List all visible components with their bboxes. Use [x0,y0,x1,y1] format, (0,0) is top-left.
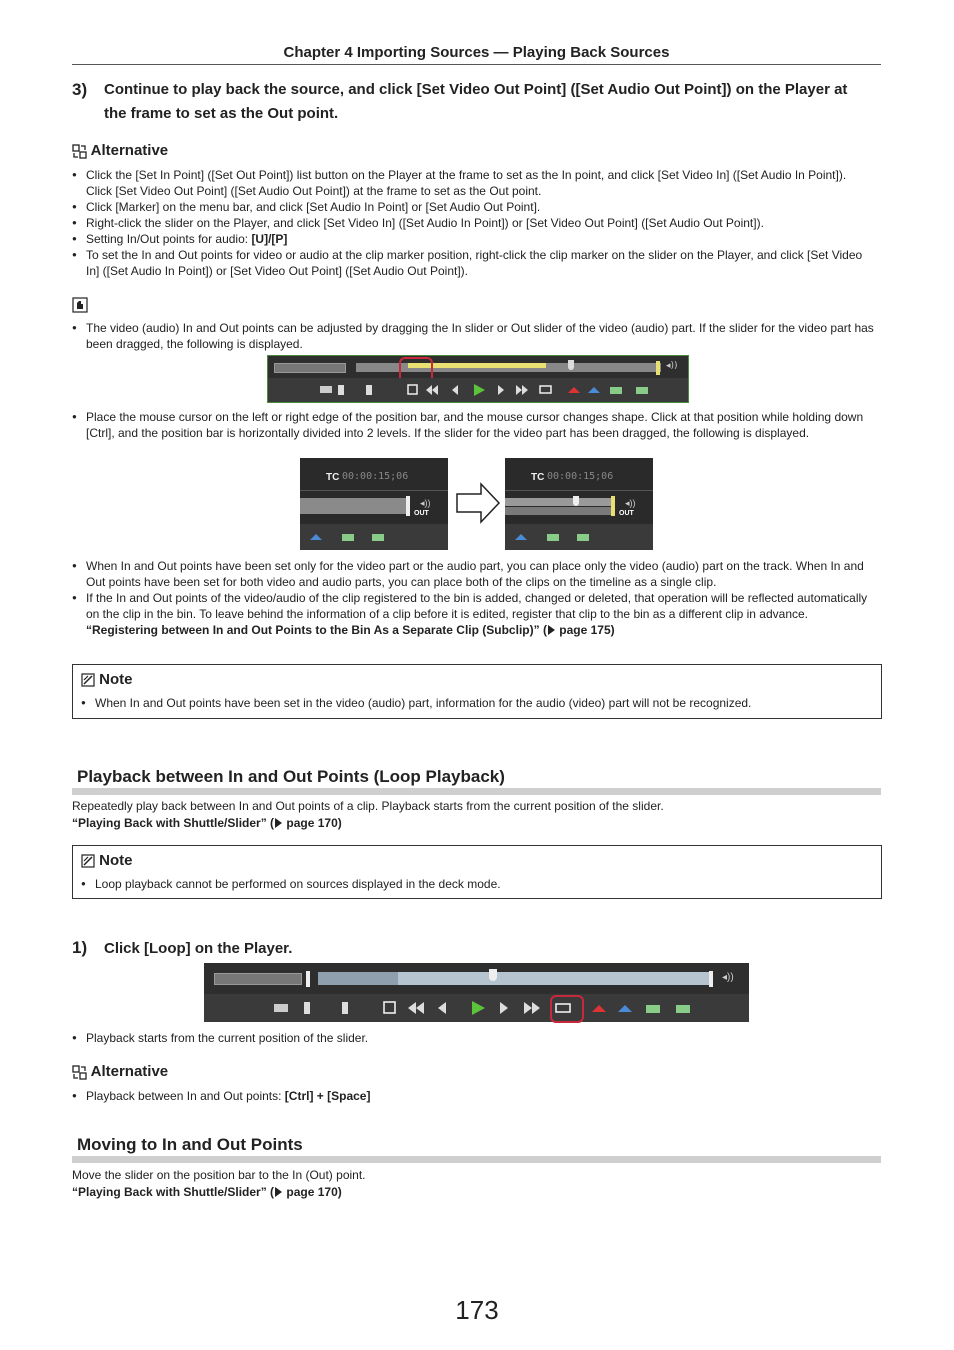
list-item: ● Click the [Set In Point] ([Set Out Point]) list button on the Player at the frame to set as the In point, and click [Set Video In] ([Set Audio In Point]). Click [Set Video Out Point] ([Set Audio Out Point]) at the frame to set as the Out point. [72,167,872,199]
shuttle-bar [274,363,346,373]
section-bar [72,1156,881,1163]
alternative-title: Alternative [90,142,169,159]
alternative-heading [72,1063,168,1080]
memo-list-1 [72,320,877,352]
note-list [81,695,871,711]
toolbar-icons [318,383,678,397]
video-bar [505,498,613,506]
list-item [72,1088,872,1104]
audio-icon: ◂)) [666,361,678,371]
link-page: page 175) [555,623,615,637]
header-rule [72,64,881,65]
link-text: “Playing Back with Shuttle/Slider” ( [72,816,275,830]
in-out-range [398,972,712,985]
list-item [72,590,882,638]
note-title: Note [99,671,133,688]
note-list [81,876,871,892]
section-description: Move the slider on the position bar to the In (Out) point. [72,1168,366,1182]
toolbar-icons [272,1000,742,1016]
position-bar-screenshot-after [505,458,653,550]
timecode: 00:00:15;06 [342,471,409,482]
toolbar-icons [513,530,643,544]
shortcut-keys: [Ctrl] + [Space] [284,1089,371,1103]
arrow-right-icon [455,482,501,524]
list-item [72,231,872,247]
list-item: ● Click [Marker] on the menu bar, and click [Set Audio In Point] or [Set Audio Out Point]. [72,199,872,215]
section-moving-points [72,1135,881,1163]
loop-button-highlight[interactable] [550,995,584,1023]
list-item: ● Place the mouse cursor on the left or right edge of the position bar, and the mouse cursor changes shape. Click at that position while holding down [Ctrl], and the position bar is horizontally divided into 2 levels. If the slider for the video part has been dragged, the following is displayed. [72,409,882,441]
note-title: Note [99,852,133,869]
step1-result-list [72,1030,872,1046]
shortcut-prefix: Playback between In and Out points: [86,1089,285,1103]
page-arrow-icon [548,625,555,635]
toolbar [505,524,653,550]
out-marker [709,971,713,987]
audio-bar [505,507,613,515]
chapter-header: Chapter 4 Importing Sources — Playing Back Sources [283,44,670,61]
shuttle-slider-link[interactable] [72,1185,342,1199]
tc-label: TC [531,472,545,483]
list-item-text: If the In and Out points of the video/audio of the clip registered to the bin is added, changed or deleted, that operation will be reflected automatically on the clip in the bin. To leave behind the information of a clip before it is edited, register that clip to the bin as a different clip in advance. [86,591,868,621]
toolbar-icons [308,530,438,544]
timecode: 00:00:15;06 [547,471,614,482]
note-heading [81,671,133,688]
out-marker [656,361,660,375]
list-item: ● Playback starts from the current position of the slider. [72,1030,872,1046]
out-label: OUT [414,510,429,517]
section-loop-playback [72,767,881,795]
audio-icon: ◂)) [625,498,636,508]
alternative-list [72,167,872,279]
section-bar [72,788,881,795]
slider-handle [573,496,579,506]
position-bar-screenshot-before [300,458,448,550]
slider-handle [489,969,497,981]
list-item: ● When In and Out points have been set only for the video part or the audio part, you can place only the video (audio) part on the track. When In and Out points have been set for both video and audio parts, you can place both of the clips on the timeline as a single clip. [72,558,882,590]
subclip-link[interactable] [86,623,615,637]
audio-icon: ◂)) [722,972,734,983]
divider [300,490,448,491]
out-edge [611,496,615,516]
memo-list-3 [72,558,882,638]
step-number: 3) [72,80,88,99]
step-text: Click [Loop] on the Player. [104,940,293,957]
in-marker [306,971,310,987]
list-item: ● Loop playback cannot be performed on sources displayed in the deck mode. [81,876,871,892]
list-item: ● When In and Out points have been set in the video (audio) part, information for the audio (video) part will not be recognized. [81,695,871,711]
link-page: page 170) [283,1185,342,1199]
note-box [72,845,882,899]
toolbar [204,994,749,1022]
alternative-icon [72,144,87,159]
alternative-list [72,1088,872,1104]
player-screenshot [267,355,689,403]
page-arrow-icon [275,818,282,828]
page-number: 173 [455,1295,499,1325]
toolbar [268,378,688,402]
link-page: page 170) [283,816,342,830]
link-text: “Playing Back with Shuttle/Slider” ( [72,1185,275,1199]
list-item: ● To set the In and Out points for video or audio at the clip marker position, right-click the clip marker on the slider on the Player, and click [Set Video In] ([Set Audio In Point]) or [Set Video Out Point] ([Set Audio Out Point]). [72,247,872,279]
note-heading [81,852,133,869]
shuttle-slider-link[interactable] [72,816,342,830]
out-label: OUT [619,510,634,517]
step-number: 1) [72,938,88,957]
step-text: Continue to play back the source, and click [Set Video Out Point] ([Set Audio Out Point]) on the Player at the frame to set as the Out point. [104,81,848,122]
alternative-heading [72,142,168,159]
slider-handle [568,360,574,370]
toolbar [300,524,448,550]
audio-icon: ◂)) [420,498,431,508]
note-box [72,664,882,719]
note-icon [81,673,95,687]
audio-prefix: Setting In/Out points for audio: [86,232,252,246]
alternative-icon [72,1065,87,1080]
section-description: Repeatedly play back between In and Out points of a clip. Playback starts from the current position of the slider. [72,799,664,813]
alternative-title: Alternative [90,1063,169,1080]
memo-icon [72,297,88,313]
audio-keys: [U]/[P] [251,232,288,246]
section-title: Playback between In and Out Points (Loop Playback) [77,767,505,786]
out-edge [406,496,410,516]
list-item: ● The video (audio) In and Out points can be adjusted by dragging the In slider or Out slider of the video (audio) part. If the slider for the video part has been dragged, the following is displayed. [72,320,877,352]
link-text: “Registering between In and Out Points to the Bin As a Separate Clip (Subclip)” ( [86,623,547,637]
position-bar [300,498,408,514]
page-arrow-icon [275,1187,282,1197]
divider [505,490,653,491]
tc-label: TC [326,472,340,483]
note-icon [81,854,95,868]
shuttle-bar [214,973,302,985]
player-screenshot [204,963,749,1022]
memo-list-2 [72,409,882,441]
section-title: Moving to In and Out Points [77,1135,303,1154]
list-item: ● Right-click the slider on the Player, and click [Set Video In] ([Set Audio In Point]) or [Set Video Out Point] ([Set Audio Out Point]). [72,215,872,231]
